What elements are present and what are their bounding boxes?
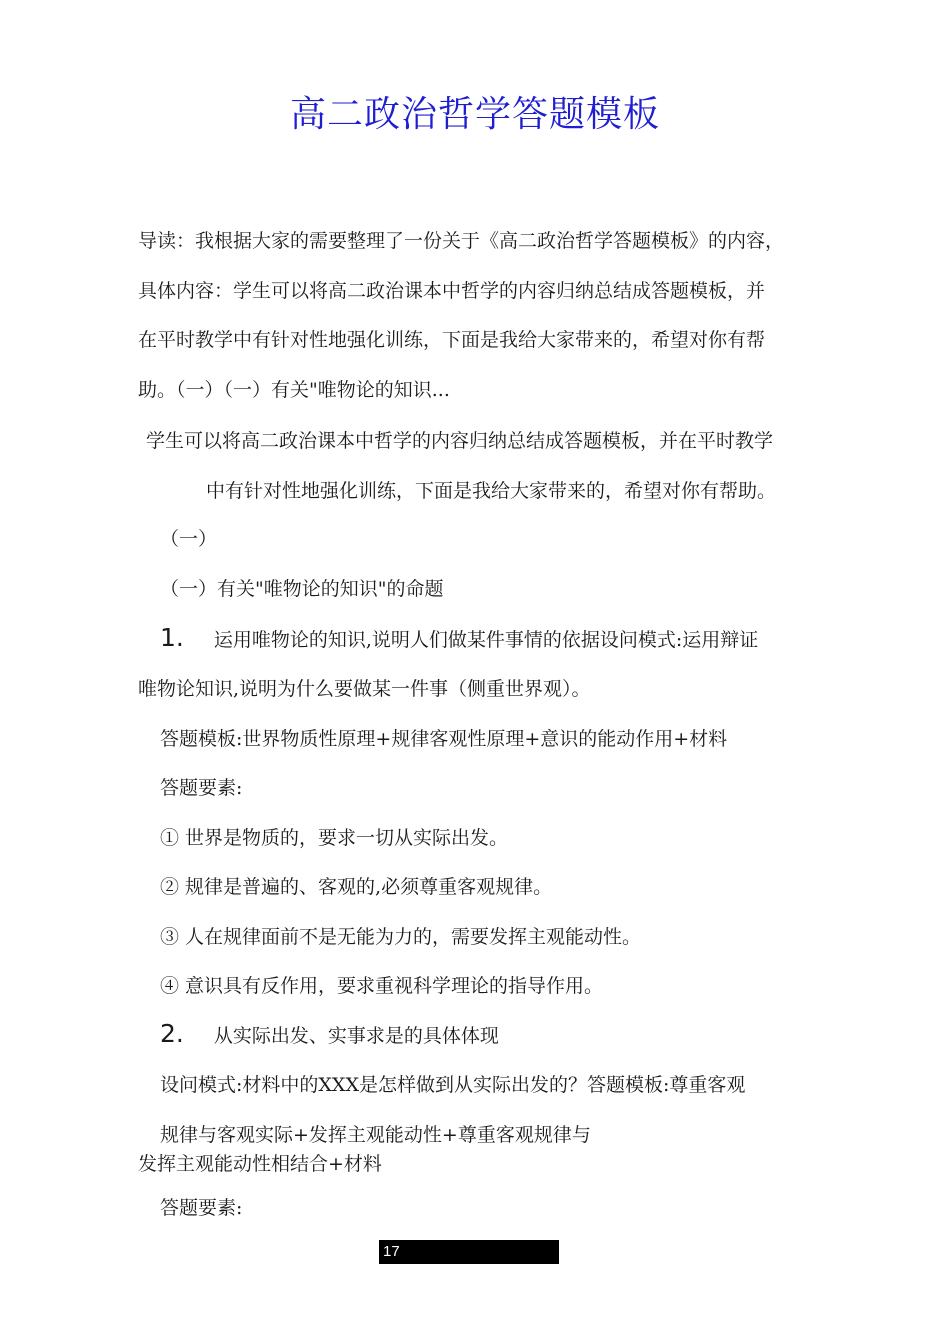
item-number-2: 2. <box>160 1019 184 1048</box>
section-marker: （一） <box>160 528 218 550</box>
item-1-text: 运用唯物论的知识,说明人们做某件事情的依据设问模式:运用辩证 <box>213 629 759 651</box>
element-item-2: ② 规律是普遍的、客观的,必须尊重客观规律。 <box>160 876 553 898</box>
intro-line-1: 导读：我根据大家的需要整理了一份关于《高二政治哲学答题模板》的内容， <box>138 230 785 252</box>
elements-heading-2: 答题要素: <box>160 1197 243 1219</box>
document-title: 高二政治哲学答题模板 <box>289 94 660 135</box>
page-number: 17 <box>379 1240 559 1264</box>
elements-heading-1: 答题要素: <box>160 777 243 799</box>
template-line-2a: 规律与客观实际+发挥主观能动性+尊重客观规律与 <box>160 1124 591 1146</box>
body-line-2: 中有针对性地强化训练，下面是我给大家带来的，希望对你有帮助。 <box>206 480 777 502</box>
item-2-text: 从实际出发、实事求是的具体体现 <box>213 1025 499 1047</box>
intro-line-4: 助。（一）（一）有关"唯物论的知识... <box>138 379 450 401</box>
template-line-2b: 发挥主观能动性相结合+材料 <box>138 1153 382 1175</box>
question-mode-line: 设问模式:材料中的XXX是怎样做到从实际出发的？答题模板:尊重客观 <box>160 1074 746 1096</box>
item-1-line-1 <box>160 625 758 653</box>
template-line-1: 答题模板:世界物质性原理+规律客观性原理+意识的能动作用+材料 <box>160 728 728 750</box>
item-1-line-2: 唯物论知识,说明为什么要做某一件事（侧重世界观）。 <box>138 678 591 700</box>
item-2-line-1 <box>160 1021 499 1049</box>
body-line-1: 学生可以将高二政治课本中哲学的内容归纳总结成答题模板，并在平时教学 <box>146 430 774 452</box>
intro-line-2: 具体内容：学生可以将高二政治课本中哲学的内容归纳总结成答题模板，并 <box>138 280 766 302</box>
element-item-3: ③ 人在规律面前不是无能为力的，需要发挥主观能动性。 <box>160 926 642 948</box>
intro-line-3: 在平时教学中有针对性地强化训练，下面是我给大家带来的，希望对你有帮 <box>138 329 766 351</box>
element-item-1: ① 世界是物质的，要求一切从实际出发。 <box>160 827 509 849</box>
section-heading: （一）有关"唯物论的知识"的命题 <box>160 578 444 600</box>
item-number-1: 1. <box>160 623 184 652</box>
element-item-4: ④ 意识具有反作用，要求重视科学理论的指导作用。 <box>160 975 604 997</box>
